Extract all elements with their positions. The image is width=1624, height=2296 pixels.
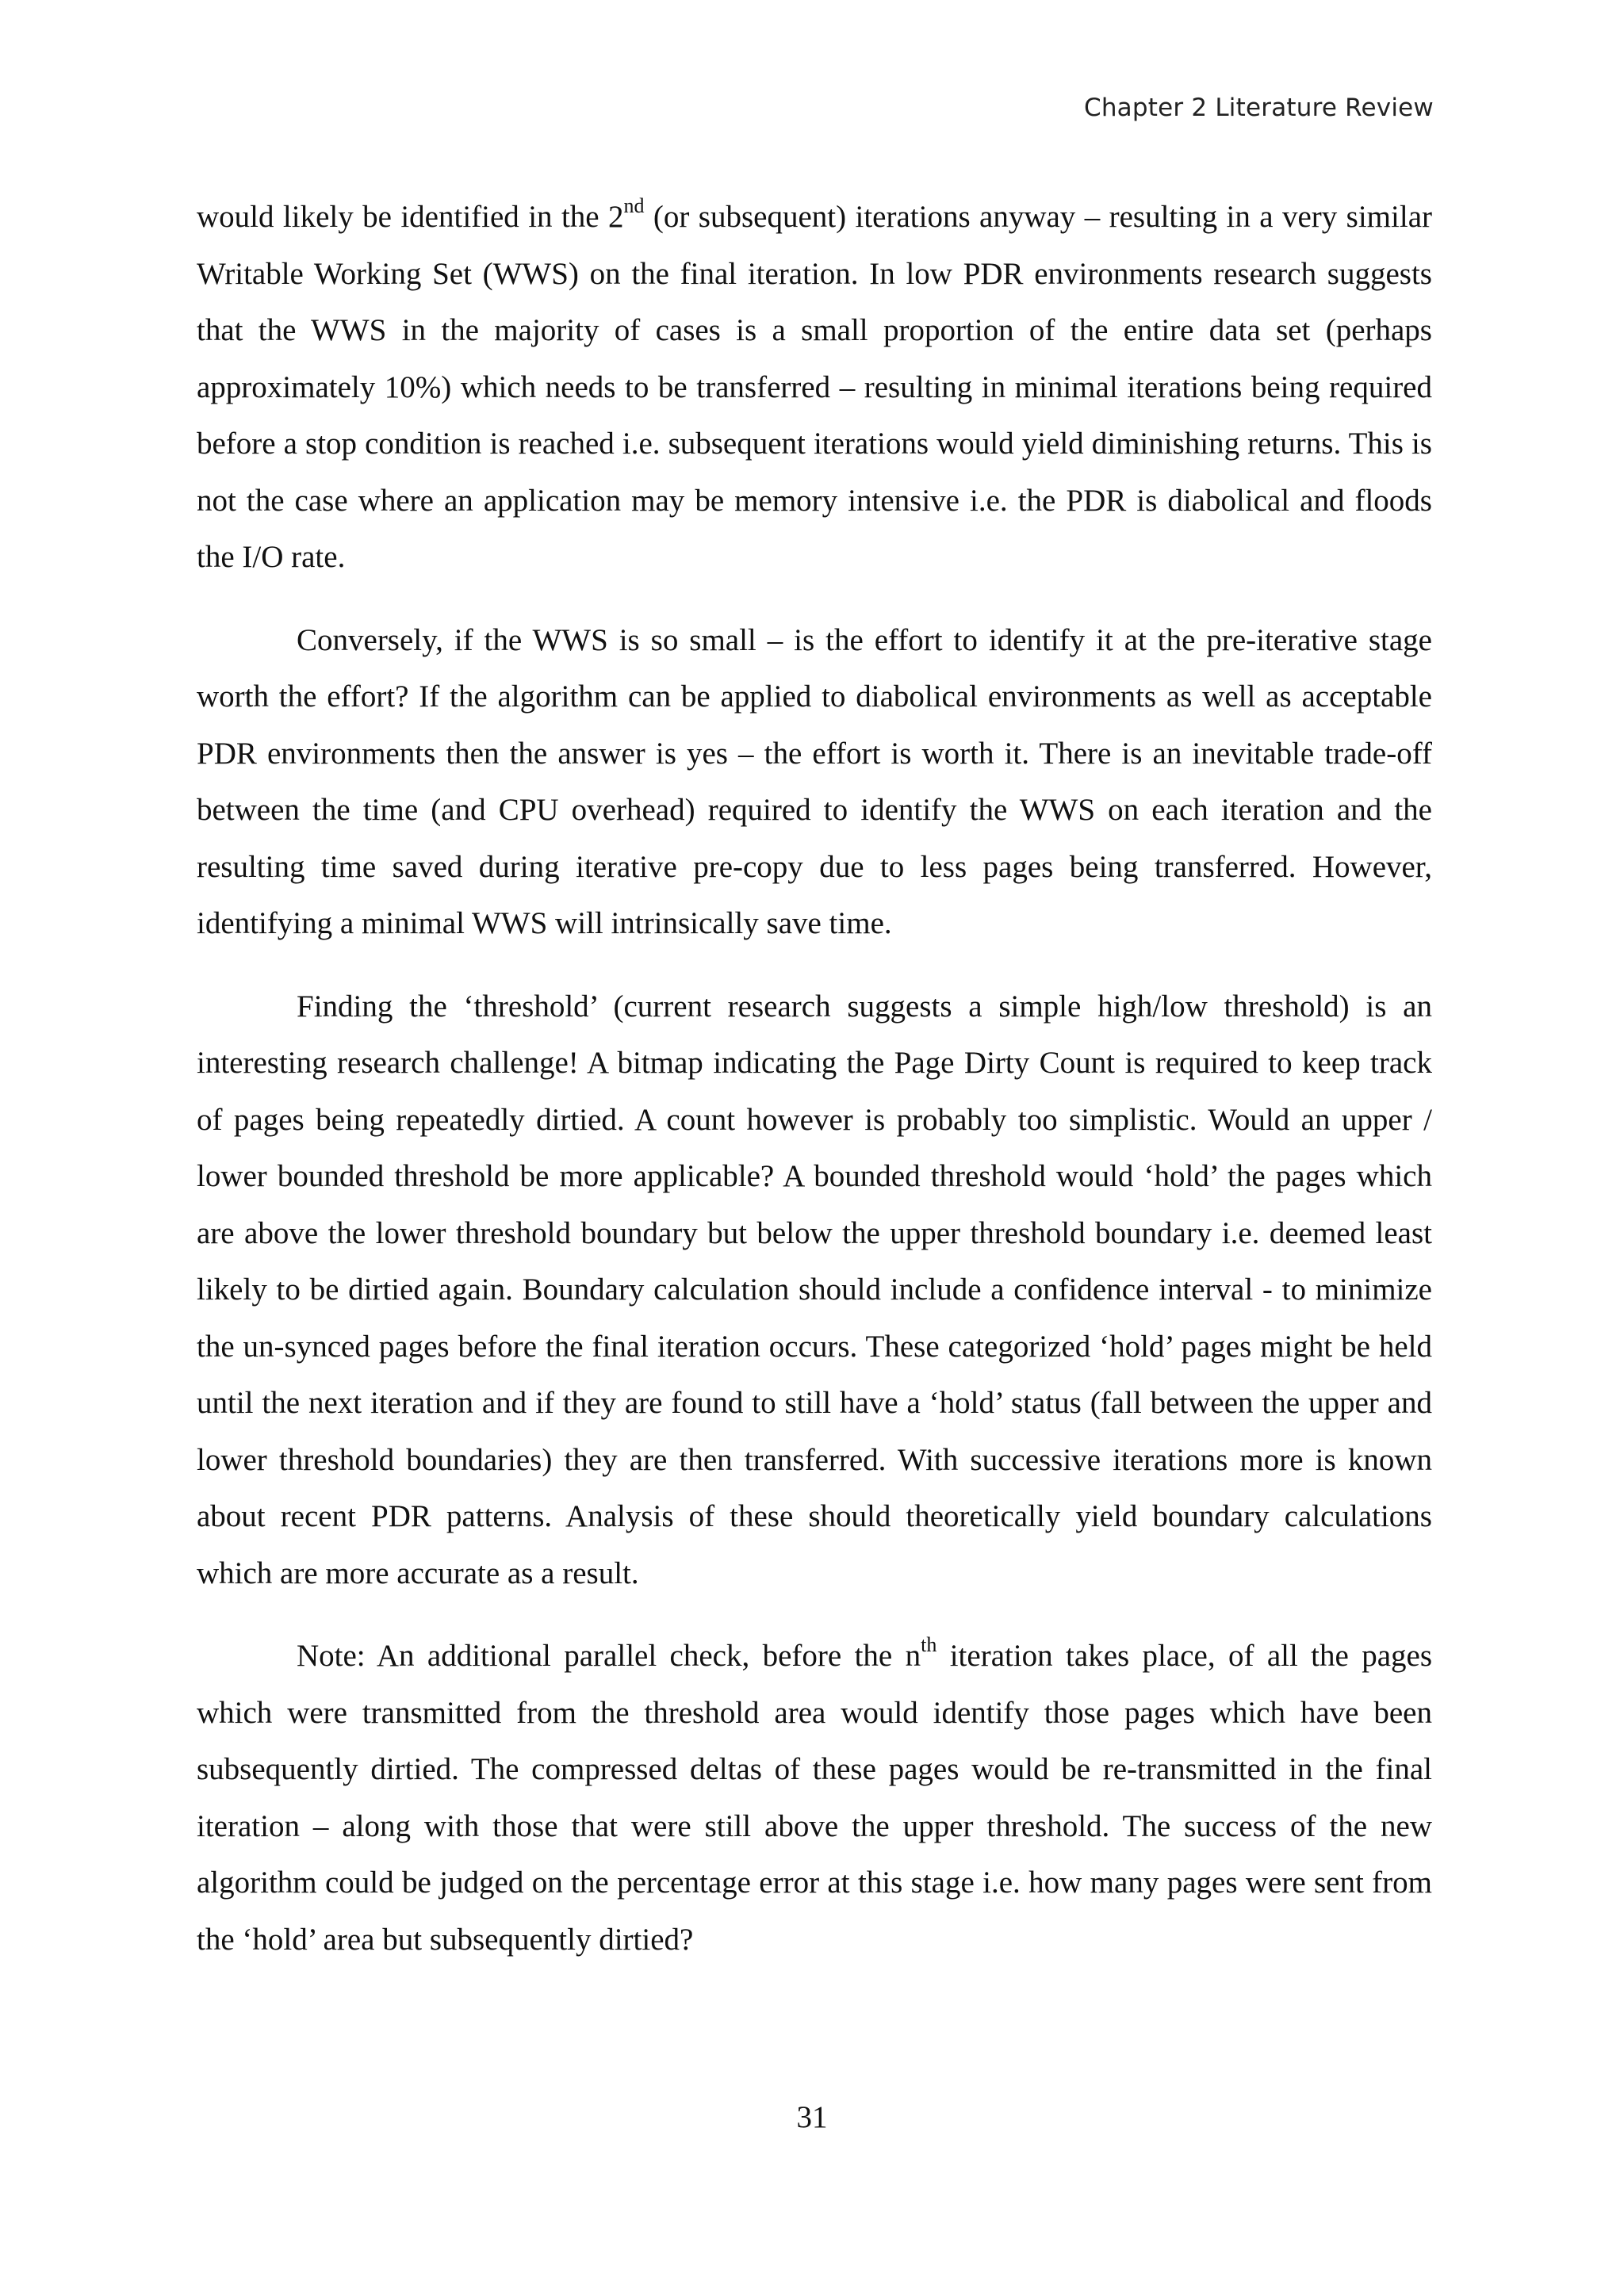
- paragraph-4-text-b: iteration takes place, of all the pages which were transmitted from the threshold area would identify those pages which have been subsequently dirtied. The compressed deltas of these pages would be re-transmitted in the final iteration – along with those that were still above the upper threshold. The success of the new algorithm could be judged on the percentage error at this stage i.e. how many pages were sent from the ‘hold’ area but subsequently dirtied?: [197, 1639, 1432, 1957]
- paragraph-4-text-a: Note: An additional parallel check, before the n: [297, 1639, 921, 1673]
- paragraph-1-text-a: would likely be identified in the 2: [197, 200, 624, 234]
- paragraph-3: Finding the ‘threshold’ (current research suggests a simple high/low threshold) is an interesting research challenge! A bitmap indicating the Page Dirty Count is required to keep track of pages being repeatedly dirtied. A count however is probably too simplistic. Would an upper / lower bounded threshold be more applicable? A bounded threshold would ‘hold’ the pages which are above the lower threshold boundary but below the upper threshold boundary i.e. deemed least likely to be dirtied again. Boundary calculation should include a confidence interval - to minimize the un-synced pages before the final iteration occurs. These categorized ‘hold’ pages might be held until the next iteration and if they are found to still have a ‘hold’ status (fall between the upper and lower threshold boundaries) they are then transferred. With successive iterations more is known about recent PDR patterns. Analysis of these should theoretically yield boundary calculations which are more accurate as a result.: [197, 989, 1432, 1590]
- paragraph-4: [197, 1628, 1432, 1968]
- running-header: Chapter 2 Literature Review: [1083, 94, 1434, 122]
- page-number: 31: [796, 2100, 828, 2134]
- paragraph-1-text-b: (or subsequent) iterations anyway – resulting in a very similar Writable Working Set (WWS) on the final iteration. In low PDR environments research suggests that the WWS in the majority of cases is a small proportion of the entire data set (perhaps approximately 10%) which needs to be transferred – resulting in minimal iterations being required before a stop condition is reached i.e. subsequent iterations would yield diminishing returns. This is not the case where an application may be memory intensive i.e. the PDR is diabolical and floods the I/O rate.: [197, 200, 1432, 574]
- body-text: [197, 189, 1432, 1994]
- ordinal-superscript: th: [921, 1633, 937, 1656]
- paragraph-2: Conversely, if the WWS is so small – is the effort to identify it at the pre-iterative stage worth the effort? If the algorithm can be applied to diabolical environments as well as acceptable PDR environments then the answer is yes – the effort is worth it. There is an inevitable trade-off between the time (and CPU overhead) required to identify the WWS on each iteration and the resulting time saved during iterative pre-copy due to less pages being transferred. However, identifying a minimal WWS will intrinsically save time.: [197, 622, 1432, 940]
- ordinal-superscript: nd: [623, 194, 645, 217]
- paragraph-1: [197, 189, 1432, 586]
